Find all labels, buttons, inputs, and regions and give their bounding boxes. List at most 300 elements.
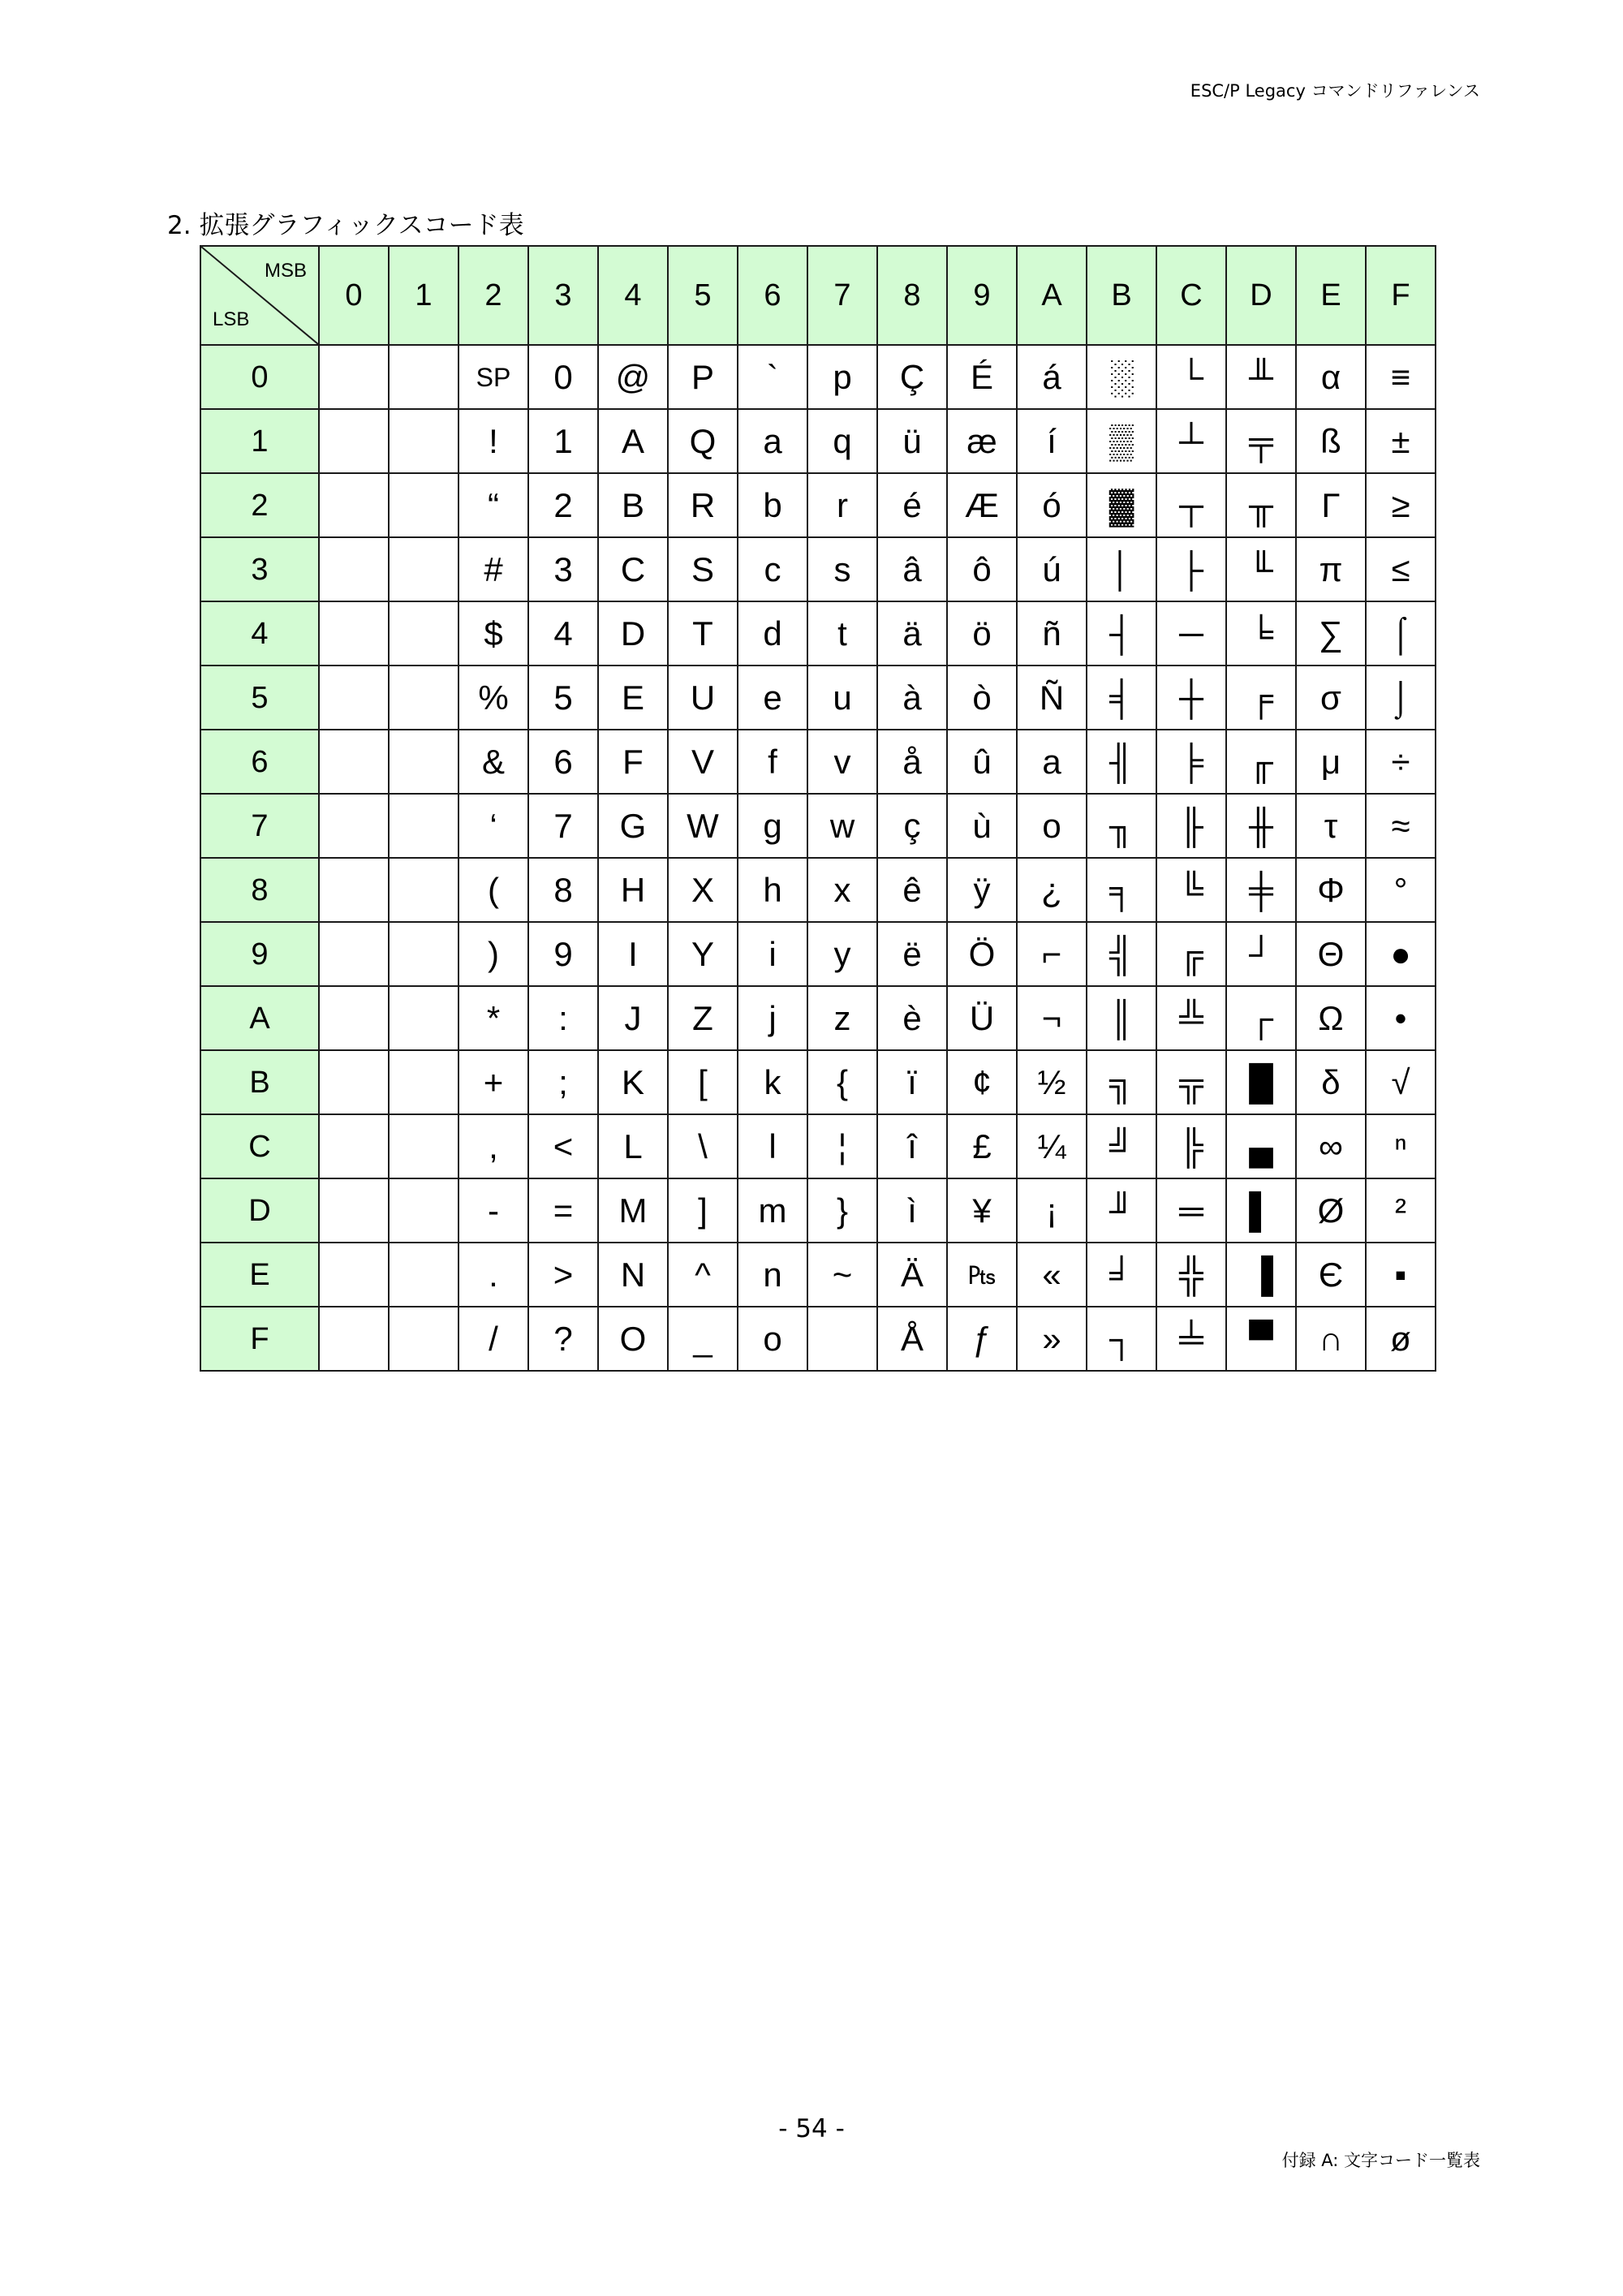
- row-header-lsb-9: 9: [200, 922, 319, 986]
- code-cell: â: [877, 537, 947, 601]
- row-header-lsb-E: E: [200, 1243, 319, 1307]
- code-cell: ╓: [1226, 730, 1296, 794]
- code-cell: ╖: [1087, 794, 1156, 858]
- code-cell: ╜: [1087, 1178, 1156, 1243]
- code-cell: M: [598, 1178, 668, 1243]
- code-cell: Є: [1296, 1243, 1366, 1307]
- code-cell: #: [458, 537, 528, 601]
- table-row: [200, 601, 1436, 666]
- code-cell: $: [458, 601, 528, 666]
- code-cell: n: [738, 1243, 807, 1307]
- code-cell: Ç: [877, 345, 947, 409]
- code-cell: ≡: [1366, 345, 1436, 409]
- code-cell: V: [668, 730, 738, 794]
- code-cell: /: [458, 1307, 528, 1371]
- code-cell: É: [947, 345, 1017, 409]
- code-cell: á: [1017, 345, 1087, 409]
- code-cell: [389, 473, 458, 537]
- code-cell: ¥: [947, 1178, 1017, 1243]
- code-cell: σ: [1296, 666, 1366, 730]
- code-cell: [319, 858, 389, 922]
- code-cell: +: [458, 1050, 528, 1114]
- code-cell: ≤: [1366, 537, 1436, 601]
- code-cell: 0: [528, 345, 598, 409]
- code-cell: [319, 1114, 389, 1178]
- code-cell: ▒: [1087, 409, 1156, 473]
- code-cell: ╪: [1226, 858, 1296, 922]
- code-cell: S: [668, 537, 738, 601]
- code-cell: [807, 1307, 877, 1371]
- code-cell: [319, 666, 389, 730]
- code-cell: ╠: [1156, 1114, 1226, 1178]
- column-header-msb-D: D: [1226, 246, 1296, 345]
- code-cell: ÿ: [947, 858, 1017, 922]
- code-cell: [389, 794, 458, 858]
- code-cell: :: [528, 986, 598, 1050]
- code-cell: (: [458, 858, 528, 922]
- code-cell: ╣: [1087, 922, 1156, 986]
- code-cell: 8: [528, 858, 598, 922]
- code-cell: N: [598, 1243, 668, 1307]
- section-title: 2. 拡張グラフィックスコード表: [167, 211, 524, 240]
- code-cell: J: [598, 986, 668, 1050]
- code-cell: o: [738, 1307, 807, 1371]
- column-header-msb-3: 3: [528, 246, 598, 345]
- table-row: [200, 1243, 1436, 1307]
- code-cell: h: [738, 858, 807, 922]
- code-cell: [389, 1050, 458, 1114]
- code-cell: 9: [528, 922, 598, 986]
- code-cell: ╦: [1156, 1050, 1226, 1114]
- code-cell: ñ: [1017, 601, 1087, 666]
- code-cell: à: [877, 666, 947, 730]
- code-cell: î: [877, 1114, 947, 1178]
- code-cell: 1: [528, 409, 598, 473]
- code-cell: 6: [528, 730, 598, 794]
- code-cell: D: [598, 601, 668, 666]
- code-cell: ¼: [1017, 1114, 1087, 1178]
- code-cell: ┬: [1156, 473, 1226, 537]
- row-header-lsb-A: A: [200, 986, 319, 1050]
- code-cell: \: [668, 1114, 738, 1178]
- code-cell: ∞: [1296, 1114, 1366, 1178]
- code-cell: ¬: [1017, 986, 1087, 1050]
- code-cell: <: [528, 1114, 598, 1178]
- code-cell: é: [877, 473, 947, 537]
- code-cell: ├: [1156, 537, 1226, 601]
- table-row: [200, 345, 1436, 409]
- code-cell: ÷: [1366, 730, 1436, 794]
- code-cell: “: [458, 473, 528, 537]
- code-cell: £: [947, 1114, 1017, 1178]
- table-row: [200, 537, 1436, 601]
- code-cell: [389, 345, 458, 409]
- column-header-msb-2: 2: [458, 246, 528, 345]
- code-cell: a: [738, 409, 807, 473]
- code-cell: @: [598, 345, 668, 409]
- row-header-lsb-7: 7: [200, 794, 319, 858]
- code-cell: [319, 601, 389, 666]
- code-cell: °: [1366, 858, 1436, 922]
- code-cell: ë: [877, 922, 947, 986]
- column-header-msb-8: 8: [877, 246, 947, 345]
- code-cell: ┤: [1087, 601, 1156, 666]
- code-cell: ╧: [1156, 1307, 1226, 1371]
- code-cell: ƒ: [947, 1307, 1017, 1371]
- column-header-msb-1: 1: [389, 246, 458, 345]
- table-row: [200, 858, 1436, 922]
- code-cell: ú: [1017, 537, 1087, 601]
- code-cell: μ: [1296, 730, 1366, 794]
- table-row: [200, 730, 1436, 794]
- code-cell: Θ: [1296, 922, 1366, 986]
- code-cell: W: [668, 794, 738, 858]
- code-cell: Γ: [1296, 473, 1366, 537]
- code-cell: [319, 1307, 389, 1371]
- code-cell: s: [807, 537, 877, 601]
- code-cell: Y: [668, 922, 738, 986]
- code-cell: `: [738, 345, 807, 409]
- code-cell: ╘: [1226, 601, 1296, 666]
- row-header-lsb-8: 8: [200, 858, 319, 922]
- column-header-msb-7: 7: [807, 246, 877, 345]
- column-header-msb-6: 6: [738, 246, 807, 345]
- code-cell: ₧: [947, 1243, 1017, 1307]
- code-cell: O: [598, 1307, 668, 1371]
- row-header-lsb-C: C: [200, 1114, 319, 1178]
- graphics-code-table: [200, 245, 1436, 1372]
- code-cell: [319, 537, 389, 601]
- code-cell: ¿: [1017, 858, 1087, 922]
- row-header-lsb-4: 4: [200, 601, 319, 666]
- code-cell: ▓: [1087, 473, 1156, 537]
- lsb-label: LSB: [213, 308, 250, 330]
- code-cell: ï: [877, 1050, 947, 1114]
- code-cell: ╕: [1087, 858, 1156, 922]
- code-cell: ╞: [1156, 730, 1226, 794]
- code-cell: r: [807, 473, 877, 537]
- code-cell: [389, 537, 458, 601]
- code-cell: █: [1226, 1050, 1296, 1114]
- code-cell: [319, 1178, 389, 1243]
- code-cell: ì: [877, 1178, 947, 1243]
- table-row: [200, 666, 1436, 730]
- row-header-lsb-5: 5: [200, 666, 319, 730]
- table-row: [200, 922, 1436, 986]
- code-cell: [389, 1178, 458, 1243]
- code-cell: R: [668, 473, 738, 537]
- table-row: [200, 1114, 1436, 1178]
- running-header-title: ESC/P Legacy コマンドリファレンス: [1190, 81, 1480, 101]
- code-cell: ): [458, 922, 528, 986]
- code-cell: ?: [528, 1307, 598, 1371]
- code-cell: π: [1296, 537, 1366, 601]
- code-cell: Ä: [877, 1243, 947, 1307]
- table-row: [200, 1307, 1436, 1371]
- code-cell: E: [598, 666, 668, 730]
- code-cell: ▄: [1226, 1114, 1296, 1178]
- code-cell: [319, 794, 389, 858]
- row-header-lsb-0: 0: [200, 345, 319, 409]
- code-cell: ╚: [1156, 858, 1226, 922]
- code-cell: p: [807, 345, 877, 409]
- code-cell: q: [807, 409, 877, 473]
- code-cell: ●: [1366, 922, 1436, 986]
- code-cell: ─: [1156, 601, 1226, 666]
- code-cell: =: [528, 1178, 598, 1243]
- code-cell: 3: [528, 537, 598, 601]
- code-cell: 2: [528, 473, 598, 537]
- code-cell: I: [598, 922, 668, 986]
- code-cell: ¢: [947, 1050, 1017, 1114]
- code-cell: ç: [877, 794, 947, 858]
- code-cell: x: [807, 858, 877, 922]
- code-cell: ø: [1366, 1307, 1436, 1371]
- code-table-body: [200, 345, 1436, 1371]
- code-cell: y: [807, 922, 877, 986]
- code-cell: ≥: [1366, 473, 1436, 537]
- code-cell: f: [738, 730, 807, 794]
- code-cell: ∑: [1296, 601, 1366, 666]
- code-cell: •: [1366, 986, 1436, 1050]
- code-cell: ╥: [1226, 473, 1296, 537]
- code-cell: [319, 986, 389, 1050]
- code-cell: Ü: [947, 986, 1017, 1050]
- code-cell: c: [738, 537, 807, 601]
- code-cell: &: [458, 730, 528, 794]
- code-cell: i: [738, 922, 807, 986]
- code-cell: ê: [877, 858, 947, 922]
- code-cell: SP: [458, 345, 528, 409]
- code-cell: ¡: [1017, 1178, 1087, 1243]
- code-cell: Ö: [947, 922, 1017, 986]
- code-cell: -: [458, 1178, 528, 1243]
- column-header-msb-F: F: [1366, 246, 1436, 345]
- code-cell: [389, 1307, 458, 1371]
- code-cell: [: [668, 1050, 738, 1114]
- code-cell: [319, 730, 389, 794]
- code-cell: ß: [1296, 409, 1366, 473]
- code-cell: ┼: [1156, 666, 1226, 730]
- row-header-lsb-D: D: [200, 1178, 319, 1243]
- code-cell: ½: [1017, 1050, 1087, 1114]
- code-cell: F: [598, 730, 668, 794]
- code-cell: ╩: [1156, 986, 1226, 1050]
- code-cell: [389, 922, 458, 986]
- code-cell: ╟: [1156, 794, 1226, 858]
- code-cell: ╡: [1087, 666, 1156, 730]
- code-cell: ▌: [1226, 1178, 1296, 1243]
- code-cell: ;: [528, 1050, 598, 1114]
- code-cell: g: [738, 794, 807, 858]
- code-cell: ▪: [1366, 1243, 1436, 1307]
- code-cell: b: [738, 473, 807, 537]
- table-row: [200, 1050, 1436, 1114]
- code-cell: Ø: [1296, 1178, 1366, 1243]
- code-cell: [389, 1243, 458, 1307]
- code-cell: C: [598, 537, 668, 601]
- code-cell: ▀: [1226, 1307, 1296, 1371]
- code-cell: z: [807, 986, 877, 1050]
- row-header-lsb-F: F: [200, 1307, 319, 1371]
- code-cell: ┴: [1156, 409, 1226, 473]
- code-cell: ╛: [1087, 1243, 1156, 1307]
- code-cell: w: [807, 794, 877, 858]
- code-cell: 7: [528, 794, 598, 858]
- code-cell: K: [598, 1050, 668, 1114]
- code-cell: >: [528, 1243, 598, 1307]
- table-row: [200, 794, 1436, 858]
- code-cell: 5: [528, 666, 598, 730]
- code-cell: ║: [1087, 986, 1156, 1050]
- table-row: [200, 473, 1436, 537]
- code-cell: U: [668, 666, 738, 730]
- code-cell: ô: [947, 537, 1017, 601]
- code-cell: Q: [668, 409, 738, 473]
- code-cell: ▐: [1226, 1243, 1296, 1307]
- code-cell: ╒: [1226, 666, 1296, 730]
- code-cell: ±: [1366, 409, 1436, 473]
- column-header-msb-A: A: [1017, 246, 1087, 345]
- code-cell: ⌡: [1366, 666, 1436, 730]
- code-cell: ¦: [807, 1114, 877, 1178]
- code-cell: ╝: [1087, 1114, 1156, 1178]
- code-cell: j: [738, 986, 807, 1050]
- code-cell: Φ: [1296, 858, 1366, 922]
- code-cell: ┐: [1087, 1307, 1156, 1371]
- code-cell: ╨: [1226, 345, 1296, 409]
- code-cell: B: [598, 473, 668, 537]
- code-cell: e: [738, 666, 807, 730]
- table-row: [200, 986, 1436, 1050]
- code-cell: {: [807, 1050, 877, 1114]
- code-cell: !: [458, 409, 528, 473]
- code-cell: [389, 601, 458, 666]
- code-cell: }: [807, 1178, 877, 1243]
- code-cell: α: [1296, 345, 1366, 409]
- column-header-msb-B: B: [1087, 246, 1156, 345]
- code-cell: «: [1017, 1243, 1087, 1307]
- row-header-lsb-2: 2: [200, 473, 319, 537]
- column-header-msb-5: 5: [668, 246, 738, 345]
- row-header-lsb-3: 3: [200, 537, 319, 601]
- code-cell: [389, 409, 458, 473]
- row-header-lsb-B: B: [200, 1050, 319, 1114]
- column-header-row: [200, 246, 1436, 345]
- code-cell: *: [458, 986, 528, 1050]
- code-cell: ‘: [458, 794, 528, 858]
- code-cell: ╢: [1087, 730, 1156, 794]
- code-cell: T: [668, 601, 738, 666]
- code-cell: å: [877, 730, 947, 794]
- code-cell: Å: [877, 1307, 947, 1371]
- code-cell: [319, 1243, 389, 1307]
- code-cell: [319, 473, 389, 537]
- code-cell: ═: [1156, 1178, 1226, 1243]
- column-header-msb-4: 4: [598, 246, 668, 345]
- code-cell: [389, 1114, 458, 1178]
- code-cell: δ: [1296, 1050, 1366, 1114]
- code-cell: L: [598, 1114, 668, 1178]
- code-cell: P: [668, 345, 738, 409]
- code-cell: ╫: [1226, 794, 1296, 858]
- row-header-lsb-1: 1: [200, 409, 319, 473]
- code-cell: ,: [458, 1114, 528, 1178]
- code-cell: û: [947, 730, 1017, 794]
- code-cell: ⁿ: [1366, 1114, 1436, 1178]
- code-cell: ∩: [1296, 1307, 1366, 1371]
- code-cell: a: [1017, 730, 1087, 794]
- code-cell: ╬: [1156, 1243, 1226, 1307]
- code-cell: ╔: [1156, 922, 1226, 986]
- code-cell: ┌: [1226, 986, 1296, 1050]
- code-cell: í: [1017, 409, 1087, 473]
- table-row: [200, 409, 1436, 473]
- code-cell: k: [738, 1050, 807, 1114]
- code-cell: ó: [1017, 473, 1087, 537]
- code-cell: G: [598, 794, 668, 858]
- code-cell: t: [807, 601, 877, 666]
- code-cell: └: [1156, 345, 1226, 409]
- code-cell: ²: [1366, 1178, 1436, 1243]
- code-cell: X: [668, 858, 738, 922]
- code-cell: æ: [947, 409, 1017, 473]
- code-cell: [389, 986, 458, 1050]
- code-cell: ò: [947, 666, 1017, 730]
- code-cell: ╤: [1226, 409, 1296, 473]
- code-cell: ┘: [1226, 922, 1296, 986]
- code-cell: ╙: [1226, 537, 1296, 601]
- code-cell: Ω: [1296, 986, 1366, 1050]
- column-header-msb-0: 0: [319, 246, 389, 345]
- code-cell: [319, 922, 389, 986]
- table-row: [200, 1178, 1436, 1243]
- code-cell: l: [738, 1114, 807, 1178]
- page-number: - 54 -: [778, 2114, 845, 2143]
- code-cell: [389, 666, 458, 730]
- running-footer-appendix: 付録 A: 文字コード一覧表: [1281, 2151, 1480, 2170]
- code-cell: [319, 1050, 389, 1114]
- code-cell: 4: [528, 601, 598, 666]
- code-cell: A: [598, 409, 668, 473]
- code-cell: √: [1366, 1050, 1436, 1114]
- code-cell: ⌐: [1017, 922, 1087, 986]
- code-cell: ö: [947, 601, 1017, 666]
- code-cell: [319, 345, 389, 409]
- column-header-msb-C: C: [1156, 246, 1226, 345]
- code-cell: ~: [807, 1243, 877, 1307]
- code-cell: ù: [947, 794, 1017, 858]
- code-cell: H: [598, 858, 668, 922]
- code-cell: .: [458, 1243, 528, 1307]
- code-cell: è: [877, 986, 947, 1050]
- code-cell: Z: [668, 986, 738, 1050]
- code-cell: [389, 730, 458, 794]
- code-cell: ä: [877, 601, 947, 666]
- code-cell: ≈: [1366, 794, 1436, 858]
- code-cell: ]: [668, 1178, 738, 1243]
- code-cell: ░: [1087, 345, 1156, 409]
- msb-label: MSB: [264, 260, 307, 282]
- msb-lsb-corner: [200, 246, 319, 345]
- code-cell: [389, 858, 458, 922]
- code-cell: %: [458, 666, 528, 730]
- code-cell: m: [738, 1178, 807, 1243]
- code-cell: v: [807, 730, 877, 794]
- code-cell: _: [668, 1307, 738, 1371]
- code-cell: Ñ: [1017, 666, 1087, 730]
- code-cell: o: [1017, 794, 1087, 858]
